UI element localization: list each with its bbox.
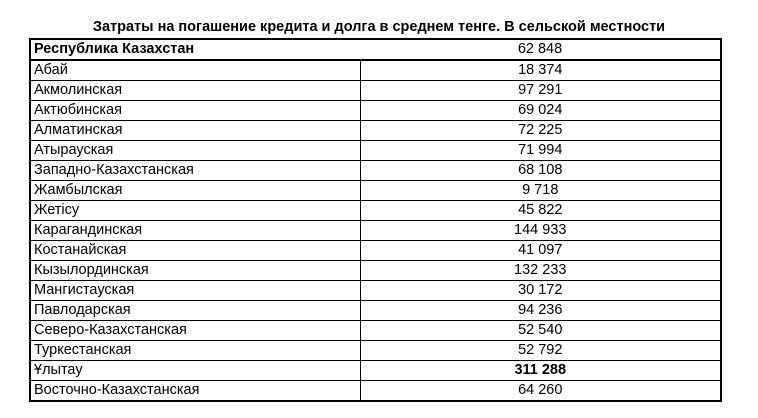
region-name: Актюбинская <box>30 101 360 121</box>
region-name: Жамбылская <box>30 181 360 201</box>
region-value: 71 994 <box>360 141 721 161</box>
region-name: Ұлытау <box>30 361 360 381</box>
region-name: Акмолинская <box>30 81 360 101</box>
region-name: Жетісу <box>30 201 360 221</box>
table-row <box>30 341 721 361</box>
region-name: Атырауская <box>30 141 360 161</box>
table-row <box>30 60 721 81</box>
region-value: 97 291 <box>360 81 721 101</box>
region-value: 18 374 <box>360 60 721 81</box>
table-row <box>30 141 721 161</box>
region-value: 311 288 <box>360 361 721 381</box>
table-row <box>30 321 721 341</box>
table-row <box>30 221 721 241</box>
region-value: 94 236 <box>360 301 721 321</box>
region-value: 45 822 <box>360 201 721 221</box>
region-name: Кызылординская <box>30 261 360 281</box>
region-name: Павлодарская <box>30 301 360 321</box>
region-value: 72 225 <box>360 121 721 141</box>
region-value: 30 172 <box>360 281 721 301</box>
region-name: Алматинская <box>30 121 360 141</box>
table-row <box>30 261 721 281</box>
region-name: Восточно-Казахстанская <box>30 381 360 402</box>
region-value: 41 097 <box>360 241 721 261</box>
table-row <box>30 201 721 221</box>
table-row <box>30 281 721 301</box>
region-name: Мангистауская <box>30 281 360 301</box>
table-row <box>30 101 721 121</box>
region-name: Карагандинская <box>30 221 360 241</box>
region-name: Западно-Казахстанская <box>30 161 360 181</box>
region-value: 68 108 <box>360 161 721 181</box>
region-value: 62 848 <box>360 39 721 60</box>
region-name: Абай <box>30 60 360 81</box>
region-value: 132 233 <box>360 261 721 281</box>
table-row <box>30 181 721 201</box>
region-name: Костанайская <box>30 241 360 261</box>
region-value: 9 718 <box>360 181 721 201</box>
table-row <box>30 121 721 141</box>
table-title: Затраты на погашение кредита и долга в среднем тенге. В сельской местности <box>92 19 666 35</box>
region-value: 52 792 <box>360 341 721 361</box>
data-table <box>29 38 722 402</box>
region-value: 144 933 <box>360 221 721 241</box>
table-row <box>30 241 721 261</box>
table-row <box>30 361 721 381</box>
region-name: Туркестанская <box>30 341 360 361</box>
region-value: 69 024 <box>360 101 721 121</box>
table-row <box>30 301 721 321</box>
region-value: 52 540 <box>360 321 721 341</box>
table-row-total <box>30 39 721 60</box>
table-row <box>30 161 721 181</box>
region-name: Северо-Казахстанская <box>30 321 360 341</box>
region-value: 64 260 <box>360 381 721 402</box>
table-row <box>30 81 721 101</box>
table-row <box>30 381 721 402</box>
region-name: Республика Казахстан <box>30 39 360 60</box>
